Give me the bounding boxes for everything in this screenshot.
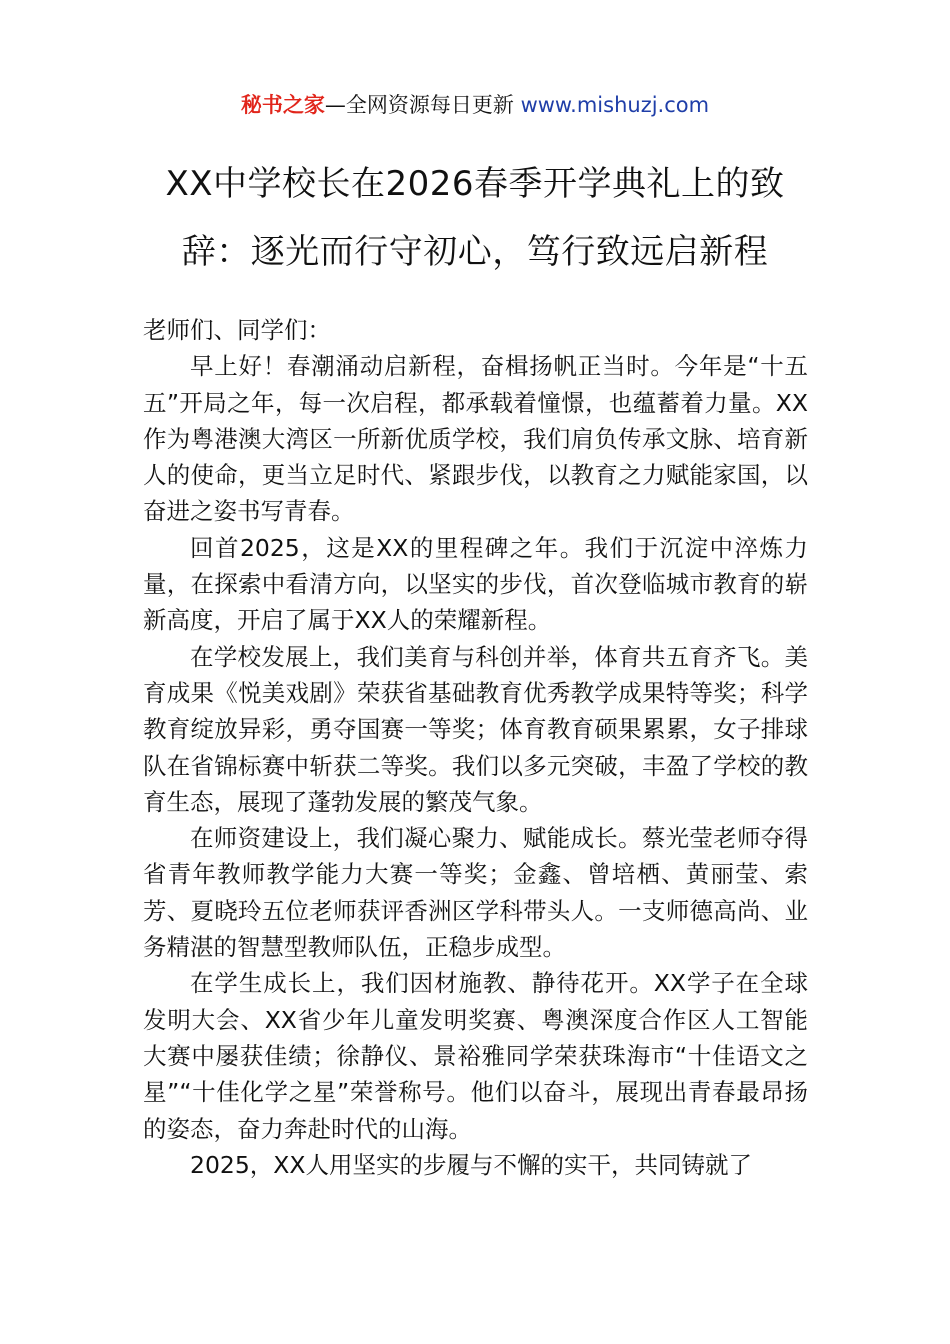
header-tagline: —全网资源每日更新 <box>324 93 521 117</box>
paragraph: 早上好！春潮涌动启新程，奋楫扬帆正当时。今年是“十五五”开局之年，每一次启程，都承载着憧憬，也蕴蓄着力量。XX作为粤港澳大湾区一所新优质学校，我们肩负传承文脉、培育新人的使命，更当立足时代、紧跟步伐，以教育之力赋能家国，以奋进之姿书写青春。 <box>143 352 808 526</box>
paragraph: 2025，XX人用坚实的步履与不懈的实干，共同铸就了 <box>190 1150 753 1179</box>
site-url-link[interactable]: www.mishuzj.com <box>520 93 710 117</box>
document-body <box>143 312 808 1183</box>
paragraph: 回首2025，这是XX的里程碑之年。我们于沉淀中淬炼力量，在探索中看清方向，以坚实的步伐，首次登临城市教育的崭新高度，开启了属于XX人的荣耀新程。 <box>143 533 808 635</box>
paragraph: 在学生成长上，我们因材施教、静待花开。XX学子在全球发明大会、XX省少年儿童发明奖赛、粤澳深度合作区人工智能大赛中屡获佳绩；徐静仪、景裕雅同学荣获珠海市“十佳语文之星”“十佳化学之星”荣誉称号。他们以奋斗，展现出青春最昂扬的姿态，奋力奔赴时代的山海。 <box>143 969 808 1143</box>
paragraph: 在师资建设上，我们凝心聚力、赋能成长。蔡光莹老师夺得省青年教师教学能力大赛一等奖；金鑫、曾培栖、黄丽莹、索芳、夏晓玲五位老师获评香洲区学科带头人。一支师德高尚、业务精湛的智慧型教师队伍，正稳步成型。 <box>143 824 808 962</box>
document-title: XX中学校长在2026春季开学典礼上的致辞：逐光而行守初心，笃行致远启新程 <box>165 164 785 272</box>
salutation: 老师们、同学们： <box>143 316 331 344</box>
paragraph: 在学校发展上，我们美育与科创并举，体育共五育齐飞。美育成果《悦美戏剧》荣获省基础教育优秀教学成果特等奖；科学教育绽放异彩，勇夺国赛一等奖；体育教育硕果累累，女子排球队在省锦标赛中斩获二等奖。我们以多元突破，丰盈了学校的教育生态，展现了蓬勃发展的繁茂气象。 <box>143 642 808 816</box>
site-header <box>0 89 950 121</box>
brand-name: 秘书之家 <box>240 93 325 117</box>
